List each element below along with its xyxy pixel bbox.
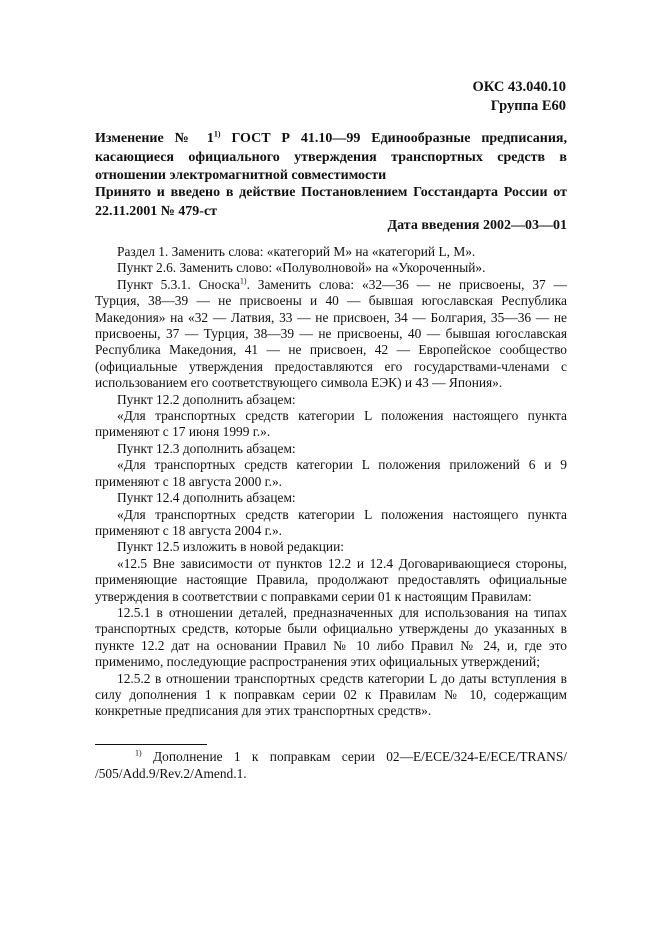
okc-code: ОКС 43.040.10 (472, 79, 566, 95)
paragraph: «Для транспортных средств категории L положения настоящего пункта применяют с 17 июня 1999 г.». (95, 408, 567, 440)
paragraph: Раздел 1. Заменить слова: «категорий М» на «категорий L, М». (117, 244, 476, 259)
paragraph: Пункт 12.5 изложить в новой редакции: (117, 539, 344, 555)
document-body (95, 244, 567, 720)
document-title (95, 130, 567, 186)
title-text: ГОСТ Р 41.10—99 Единообразные предписания, касающиеся официального утверждения транспортных средств в отношении электромагнитной совместимости (95, 131, 568, 183)
title-prefix: Изменение № 1 (95, 131, 214, 146)
paragraph: 12.5.1 в отношении деталей, предназначенных для использования на типах транспортных средств, которые были официально утверждены до указанных в пункте 12.2 дат на основании Правил № 10 либо Правил № 24, и, где это применимо, последующие распространения этих официальных утверждений; (95, 604, 567, 670)
paragraph: Пункт 12.4 дополнить абзацем: (117, 490, 296, 506)
paragraph: «Для транспортных средств категории L положения приложений 6 и 9 применяют с 18 августа 2000 г.». (95, 457, 567, 489)
paragraph: Пункт 2.6. Заменить слово: «Полуволновой» на «Укороченный». (117, 260, 486, 276)
footnote-number: 1) (135, 748, 142, 758)
paragraph: «Для транспортных средств категории L положения настоящего пункта применяют с 18 августа 2004 г.». (95, 506, 567, 538)
footnote-ref: 1) (239, 276, 247, 286)
title-footnote-ref: 1) (213, 129, 221, 139)
paragraph-rest: . Заменить слова: «32—36 — не присвоены, 37 — Турция, 38—39 — не присвоены и 40 — бывшая югославская Республика Македония» на «32 — Латвия, 33 — не присвоен, 34 — Болгария, 35—36 — не присвоены, 37 — Турция, 38—39 — не присвоены, 40 — бывшая югославская Республика Македония, 41 — не присвоен, 42 — Европейское сообщество (официальные утверждения предоставляются его государствами-членами с использованием его соответствующего символа ЕЭК) и 43 — Япония». (95, 276, 567, 391)
paragraph: «12.5 Вне зависимости от пунктов 12.2 и 12.4 Договаривающиеся стороны, применяющие настоящие Правила, продолжают предоставлять официальные утверждения в соответствии с поправками серии 01 к настоящим Правилам: (95, 555, 567, 604)
adoption-statement: Принято и введено в действие Постановлением Госстандарта России от 22.11.2001 № 479-ст (95, 185, 567, 219)
paragraph (95, 277, 567, 392)
paragraph: Пункт 12.2 дополнить абзацем: (117, 391, 296, 407)
paragraph: 12.5.2 в отношении транспортных средств категории L до даты вступления в силу дополнения 1 к поправкам серии 02 к Правилам № 10, содержащим конкретные предписания для этих транспортных средств». (95, 670, 567, 719)
footnote-divider (95, 744, 207, 745)
footnote-text: Дополнение 1 к поправкам серии 02—E/ECE/324-E/ECE/TRANS/ /505/Add.9/Rev.2/Amend.1. (95, 749, 567, 781)
introduction-date: Дата введения 2002—03—01 (387, 218, 567, 233)
paragraph: Пункт 12.3 дополнить абзацем: (117, 440, 296, 456)
paragraph-start: Пункт 5.3.1. Сноска (117, 276, 240, 292)
footnote (95, 748, 567, 782)
group-code: Группа Е60 (490, 98, 566, 114)
